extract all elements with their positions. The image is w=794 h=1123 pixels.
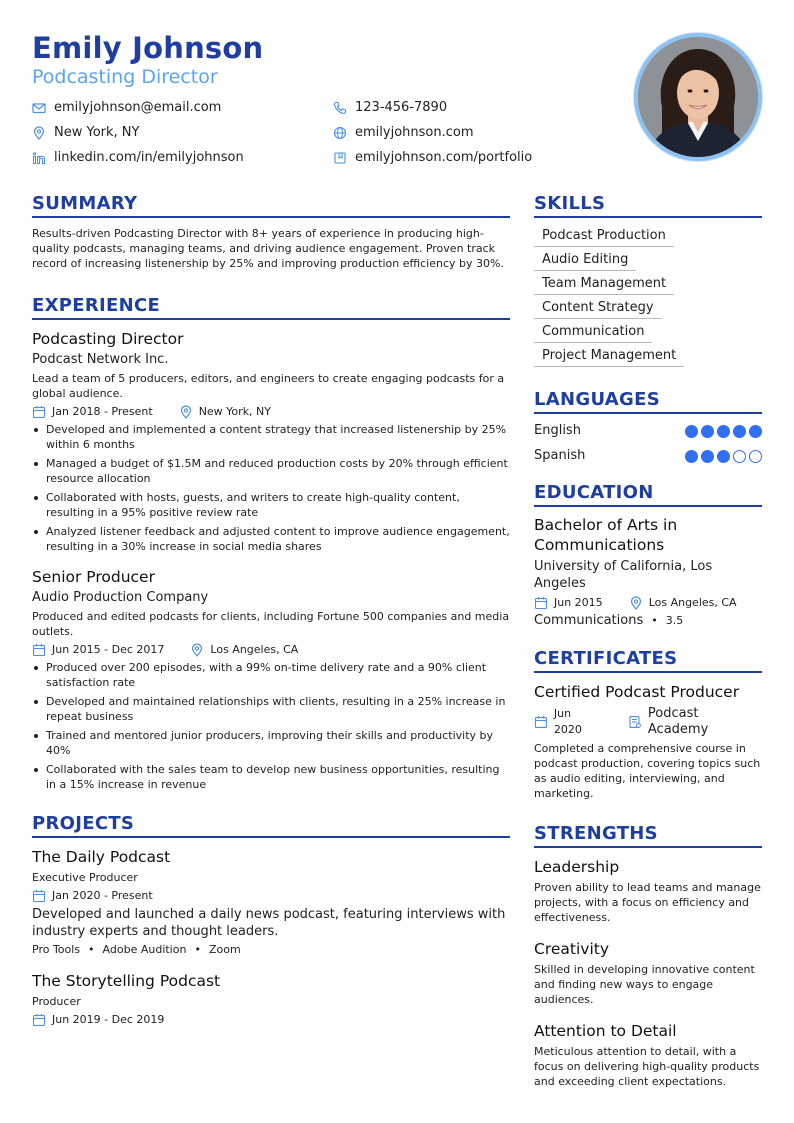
language-name: Spanish — [534, 448, 586, 463]
resume-header — [32, 30, 622, 165]
language-level-dots — [685, 450, 762, 463]
website-text: emilyjohnson.com — [355, 125, 474, 140]
project-tags — [32, 943, 510, 956]
level-dot-filled — [701, 425, 714, 438]
job-meta — [32, 404, 510, 420]
skill-tag: Communication — [534, 322, 652, 343]
profile-photo — [634, 33, 762, 161]
location-icon — [179, 405, 193, 419]
education-heading: EDUCATION — [534, 481, 762, 507]
language-row — [534, 447, 762, 465]
calendar-icon — [32, 1013, 46, 1027]
job-meta — [32, 642, 510, 658]
field-separator: • — [651, 614, 658, 627]
bullet-item: Trained and mentored junior producers, improving their skills and productivity by 40% — [32, 728, 510, 758]
certificate-icon — [628, 715, 642, 729]
skill-tag: Team Management — [534, 274, 674, 295]
skills-list — [534, 226, 762, 370]
education-date: Jun 2015 — [554, 596, 603, 609]
job-title: Senior Producer — [32, 568, 155, 586]
summary-heading: SUMMARY — [32, 192, 510, 218]
education-meta — [534, 595, 762, 611]
level-dot-filled — [749, 425, 762, 438]
contact-phone[interactable] — [333, 100, 447, 115]
language-level-dots — [685, 425, 762, 438]
experience-item — [32, 328, 510, 554]
bullet-item: Analyzed listener feedback and adjusted content to improve audience engagement, resulting in a 30% increase in social media shares — [32, 524, 510, 554]
education-gpa: 3.5 — [665, 614, 684, 627]
linkedin-icon — [32, 151, 46, 165]
contact-linkedin[interactable] — [32, 150, 244, 165]
phone-text: 123-456-7890 — [355, 100, 448, 115]
globe-icon — [333, 126, 347, 140]
email-text: emilyjohnson@email.com — [54, 100, 222, 115]
project-description: Developed and launched a daily news podcast, featuring interviews with industry experts and thought leaders. — [32, 907, 506, 939]
bullet-item: Developed and maintained relationships with clients, resulting in a 25% increase in repeat business — [32, 694, 510, 724]
portfolio-icon — [333, 151, 347, 165]
phone-icon — [333, 101, 347, 115]
level-dot-filled — [733, 425, 746, 438]
level-dot-filled — [685, 450, 698, 463]
job-company: Podcast Network Inc. — [32, 352, 169, 367]
right-column — [534, 192, 762, 1089]
skills-heading: SKILLS — [534, 192, 762, 218]
level-dot-filled — [685, 425, 698, 438]
project-tag: Pro Tools — [32, 943, 81, 956]
job-bullets — [32, 660, 510, 792]
project-dates: Jun 2019 - Dec 2019 — [52, 1013, 165, 1026]
calendar-icon — [32, 405, 46, 419]
level-dot-filled — [717, 425, 730, 438]
project-meta — [32, 888, 510, 904]
calendar-icon — [32, 889, 46, 903]
bullet-item: Collaborated with the sales team to develop new business opportunities, resulting in a 15% increase in revenue — [32, 762, 510, 792]
strength-name: Attention to Detail — [534, 1022, 677, 1040]
project-name: The Daily Podcast — [32, 848, 171, 866]
contact-email[interactable] — [32, 100, 221, 115]
bullet-item: Collaborated with hosts, guests, and writers to create high-quality content, resulting in a 95% positive review rate — [32, 490, 510, 520]
strength-item — [534, 1020, 762, 1089]
languages-heading: LANGUAGES — [534, 388, 762, 414]
skill-tag: Podcast Production — [534, 226, 674, 247]
project-tag: Zoom — [208, 943, 241, 956]
bullet-item: Produced over 200 episodes, with a 99% on-time delivery rate and a 90% client satisfaction rate — [32, 660, 510, 690]
education-school: University of California, Los Angeles — [534, 559, 713, 591]
certificate-meta — [534, 706, 762, 738]
portfolio-text: emilyjohnson.com/portfolio — [355, 150, 533, 165]
level-dot-empty — [749, 450, 762, 463]
tag-separator: • — [88, 943, 95, 956]
project-role: Executive Producer — [32, 871, 138, 884]
job-dates: Jan 2018 - Present — [52, 405, 153, 418]
projects-heading: PROJECTS — [32, 812, 510, 838]
tag-separator: • — [194, 943, 201, 956]
calendar-icon — [534, 715, 548, 729]
job-description: Lead a team of 5 producers, editors, and engineers to create engaging podcasts for a global audience. — [32, 372, 505, 400]
summary-text: Results-driven Podcasting Director with 8+ years of experience in producing high-quality podcasts, managing teams, and driving audience engagement. Proven track record of increasing listenership by 25% and improving production efficiency by 30%. — [32, 227, 504, 270]
education-field-row — [534, 613, 762, 628]
strength-name: Leadership — [534, 858, 620, 876]
bullet-item: Developed and implemented a content strategy that increased listenership by 25% within 6 months — [32, 422, 510, 452]
strength-text: Skilled in developing innovative content and finding new ways to engage audiences. — [534, 963, 755, 1006]
project-item — [32, 970, 510, 1028]
job-bullets — [32, 422, 510, 554]
education-field: Communications — [534, 613, 644, 628]
strength-item — [534, 856, 762, 925]
email-icon — [32, 101, 46, 115]
experience-item — [32, 566, 510, 792]
skill-tag: Content Strategy — [534, 298, 662, 319]
language-row — [534, 422, 762, 440]
location-icon — [32, 126, 46, 140]
strength-name: Creativity — [534, 940, 610, 958]
avatar — [638, 37, 758, 157]
bullet-item: Managed a budget of $1.5M and reduced production costs by 20% through efficient resource allocation — [32, 456, 510, 486]
experience-heading: EXPERIENCE — [32, 294, 510, 320]
project-role: Producer — [32, 995, 81, 1008]
job-location: New York, NY — [198, 405, 271, 418]
strength-text: Proven ability to lead teams and manage projects, with a focus on efficiency and effectiveness. — [534, 881, 761, 924]
project-name: The Storytelling Podcast — [32, 972, 221, 990]
project-item — [32, 846, 510, 956]
strength-text: Meticulous attention to detail, with a focus on delivering high-quality products and exceeding client expectations. — [534, 1045, 760, 1088]
job-dates: Jun 2015 - Dec 2017 — [52, 643, 165, 656]
skill-tag: Audio Editing — [534, 250, 636, 271]
strengths-heading: STRENGTHS — [534, 822, 762, 848]
left-column — [32, 192, 510, 1030]
certificates-heading: CERTIFICATES — [534, 647, 762, 673]
contact-location — [32, 125, 139, 140]
linkedin-text: linkedin.com/in/emilyjohnson — [54, 150, 244, 165]
education-degree: Bachelor of Arts in Communications — [534, 516, 678, 554]
project-dates: Jan 2020 - Present — [52, 889, 153, 902]
level-dot-filled — [717, 450, 730, 463]
location-text: New York, NY — [54, 125, 140, 140]
certificate-name: Certified Podcast Producer — [534, 683, 740, 701]
strength-item — [534, 938, 762, 1007]
location-icon — [190, 643, 204, 657]
calendar-icon — [534, 596, 548, 610]
candidate-role: Podcasting Director — [32, 66, 218, 88]
certificate-issuer: Podcast Academy — [647, 706, 709, 737]
job-company: Audio Production Company — [32, 590, 209, 605]
project-meta — [32, 1012, 510, 1028]
education-location: Los Angeles, CA — [648, 596, 737, 609]
candidate-name: Emily Johnson — [32, 31, 264, 65]
project-tag: Adobe Audition — [102, 943, 187, 956]
language-name: English — [534, 423, 581, 438]
skill-tag: Project Management — [534, 346, 684, 367]
level-dot-empty — [733, 450, 746, 463]
job-location: Los Angeles, CA — [210, 643, 299, 656]
calendar-icon — [32, 643, 46, 657]
certificate-date: Jun 2020 — [553, 707, 582, 736]
contact-portfolio[interactable] — [333, 150, 532, 165]
location-icon — [629, 596, 643, 610]
level-dot-filled — [701, 450, 714, 463]
certificate-description: Completed a comprehensive course in podcast production, covering topics such as audio editing, interviewing, and marketing. — [534, 742, 761, 800]
contact-website[interactable] — [333, 125, 474, 140]
job-description: Produced and edited podcasts for clients, including Fortune 500 companies and media outlets. — [32, 610, 510, 638]
job-title: Podcasting Director — [32, 330, 184, 348]
